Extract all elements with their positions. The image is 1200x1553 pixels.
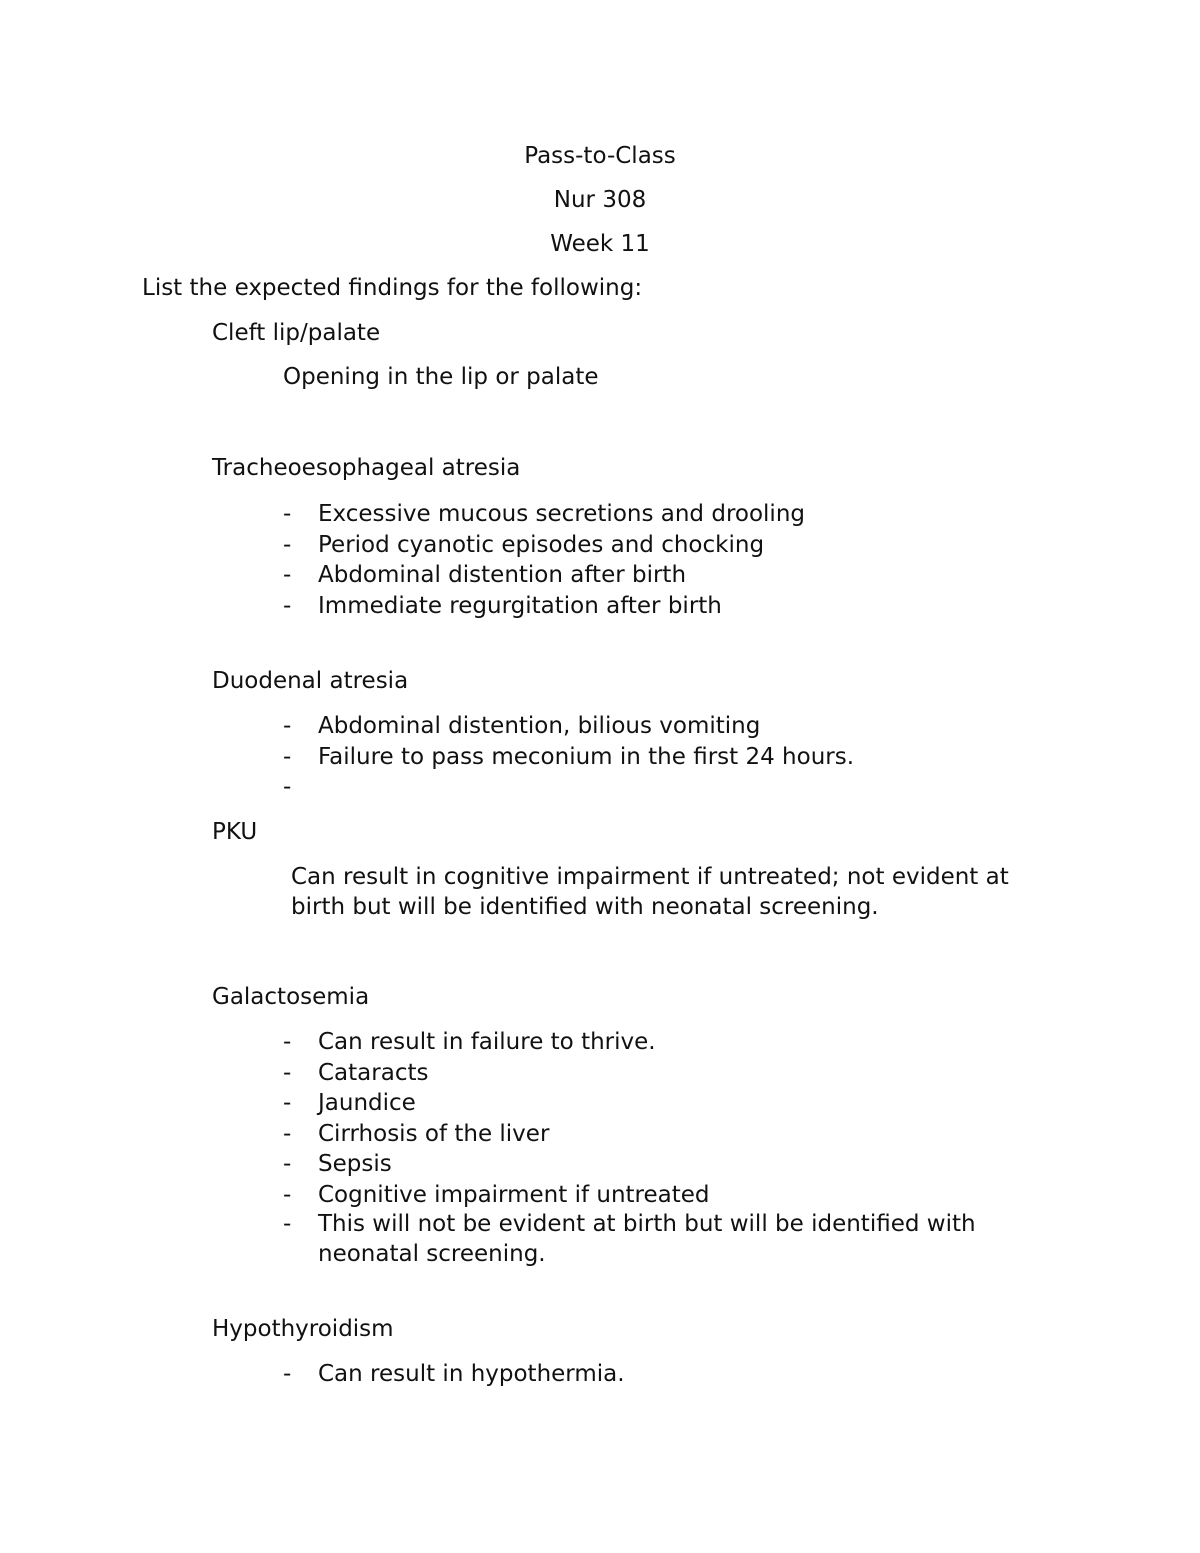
bullet-dash: - <box>283 1090 292 1116</box>
list-item <box>283 1149 392 1179</box>
bullet-dash: - <box>283 1182 292 1208</box>
list-item <box>283 772 318 802</box>
list-item-text: Immediate regurgitation after birth <box>318 593 722 619</box>
list-item-text: This will not be evident at birth but will be identified with neonatal screening. <box>318 1211 976 1267</box>
list-item <box>283 560 686 590</box>
week-label: Week 11 <box>550 231 650 257</box>
bullet-dash: - <box>283 1121 292 1147</box>
list-item <box>283 1209 1003 1269</box>
bullet-dash: - <box>283 774 292 800</box>
bullet-dash: - <box>283 532 292 558</box>
list-item <box>283 1058 428 1088</box>
bullet-dash: - <box>283 1060 292 1086</box>
list-item <box>283 1027 656 1057</box>
list-item-text: Jaundice <box>318 1090 416 1116</box>
pku-description: Can result in cognitive impairment if untreated; not evident at birth but will be identified with neonatal screening. <box>291 864 1009 920</box>
list-item <box>283 1180 710 1210</box>
list-item-text: Period cyanotic episodes and chocking <box>318 532 765 558</box>
bullet-dash: - <box>283 744 292 770</box>
bullet-dash: - <box>283 593 292 619</box>
list-item-text: Sepsis <box>318 1151 392 1177</box>
bullet-dash: - <box>283 1151 292 1177</box>
heading-galactosemia: Galactosemia <box>212 984 370 1010</box>
heading-pku: PKU <box>212 819 258 845</box>
list-item-text: Abdominal distention after birth <box>318 562 687 588</box>
heading-duodenal-atresia: Duodenal atresia <box>212 668 409 694</box>
course-number: Nur 308 <box>553 187 647 213</box>
list-item-text: Failure to pass meconium in the first 24 hours. <box>318 744 855 770</box>
instruction-prompt: List the expected findings for the following: <box>142 275 643 301</box>
heading-hypothyroidism: Hypothyroidism <box>212 1316 394 1342</box>
list-item <box>283 1119 549 1149</box>
list-item-text: Cognitive impairment if untreated <box>318 1182 710 1208</box>
bullet-dash: - <box>283 1029 292 1055</box>
list-item <box>283 1359 625 1389</box>
list-item-text: Cirrhosis of the liver <box>318 1121 550 1147</box>
bullet-dash: - <box>283 1361 292 1387</box>
document-title: Pass-to-Class <box>524 143 676 169</box>
heading-cleft-lip-palate: Cleft lip/palate <box>212 320 381 346</box>
list-item <box>283 499 805 529</box>
list-item-text: Can result in hypothermia. <box>318 1361 625 1387</box>
bullet-dash: - <box>283 1211 292 1237</box>
list-item-text: Excessive mucous secretions and drooling <box>318 501 805 527</box>
list-item <box>283 591 722 621</box>
list-item <box>283 530 764 560</box>
list-item-text: Abdominal distention, bilious vomiting <box>318 713 761 739</box>
bullet-dash: - <box>283 501 292 527</box>
bullet-dash: - <box>283 713 292 739</box>
list-item <box>283 711 760 741</box>
heading-tracheoesophageal-atresia: Tracheoesophageal atresia <box>212 455 521 481</box>
list-item <box>283 1088 416 1118</box>
cleft-description: Opening in the lip or palate <box>283 364 599 390</box>
list-item <box>283 742 854 772</box>
bullet-dash: - <box>283 562 292 588</box>
list-item-text: Can result in failure to thrive. <box>318 1029 656 1055</box>
list-item-text: Cataracts <box>318 1060 429 1086</box>
